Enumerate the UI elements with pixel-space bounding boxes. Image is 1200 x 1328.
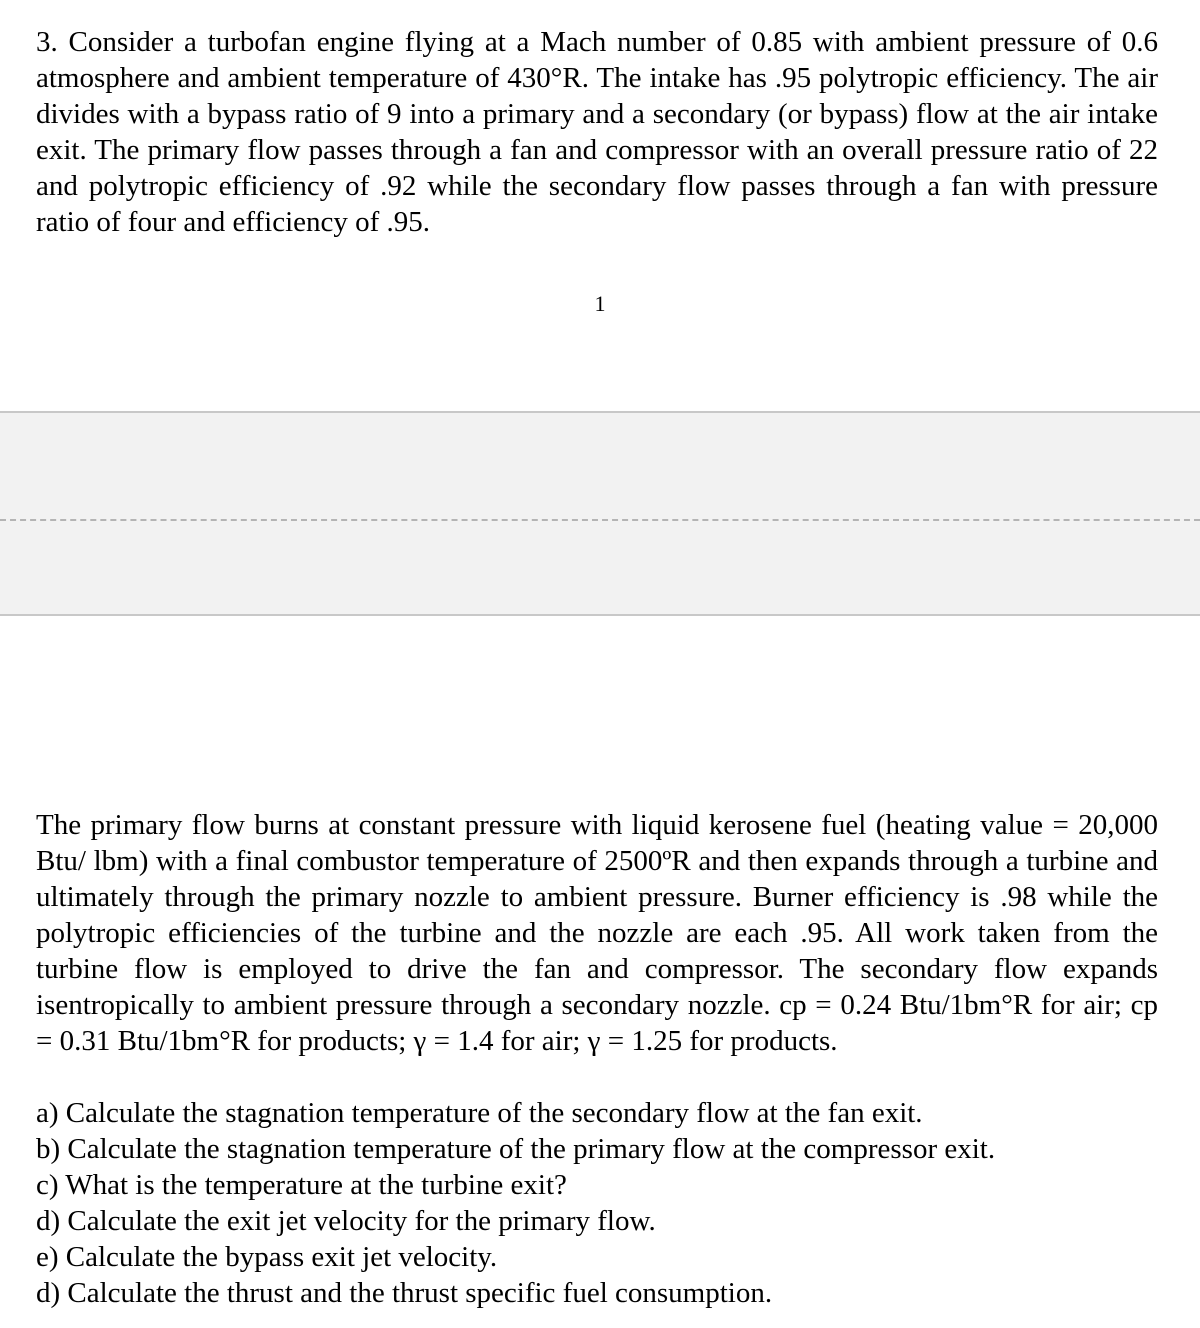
page-number: 1 — [594, 291, 606, 316]
question-list — [36, 1095, 1158, 1311]
question-b: b) Calculate the stagnation temperature of the primary flow at the compressor exit. — [36, 1133, 996, 1165]
page-2 — [0, 616, 1200, 1328]
question-d-thrust: d) Calculate the thrust and the thrust specific fuel consumption. — [36, 1277, 773, 1309]
question-a: a) Calculate the stagnation temperature of the secondary flow at the fan exit. — [36, 1097, 923, 1129]
problem-conditions-paragraph: The primary flow burns at constant pressure with liquid kerosene fuel (heating value = 20,000 Btu/ lbm) with a final combustor temperature of 2500ºR and then expands through a turbine and ultimately through the primary nozzle to ambient pressure. Burner efficiency is .98 while the polytropic efficiencies of the turbine and the nozzle are each .95. All work taken from the turbine flow is employed to drive the fan and compressor. The secondary flow expands isentropically to ambient pressure through a secondary nozzle. cp = 0.24 Btu/1bm°R for air; cp = 0.31 Btu/1bm°R for products; γ = 1.4 for air; γ = 1.25 for products. — [36, 809, 1158, 1057]
problem-intro-paragraph: 3. Consider a turbofan engine flying at a Mach number of 0.85 with ambient pressure of 0.6 atmosphere and ambient temperature of 430°R. The intake has .95 polytropic efficiency. The air divides with a bypass ratio of 9 into a primary and a secondary (or bypass) flow at the air intake exit. The primary flow passes through a fan and compressor with an overall pressure ratio of 22 and polytropic efficiency of .92 while the secondary flow passes through a fan with pressure ratio of four and efficiency of .95. — [36, 26, 1158, 238]
question-c: c) What is the temperature at the turbine exit? — [36, 1169, 567, 1201]
page-1 — [0, 0, 1200, 412]
page-break-dashed-line — [0, 519, 1200, 521]
question-e: e) Calculate the bypass exit jet velocity. — [36, 1241, 498, 1273]
question-d-primary-velocity: d) Calculate the exit jet velocity for the primary flow. — [36, 1205, 656, 1237]
page-break-gap — [0, 411, 1200, 616]
